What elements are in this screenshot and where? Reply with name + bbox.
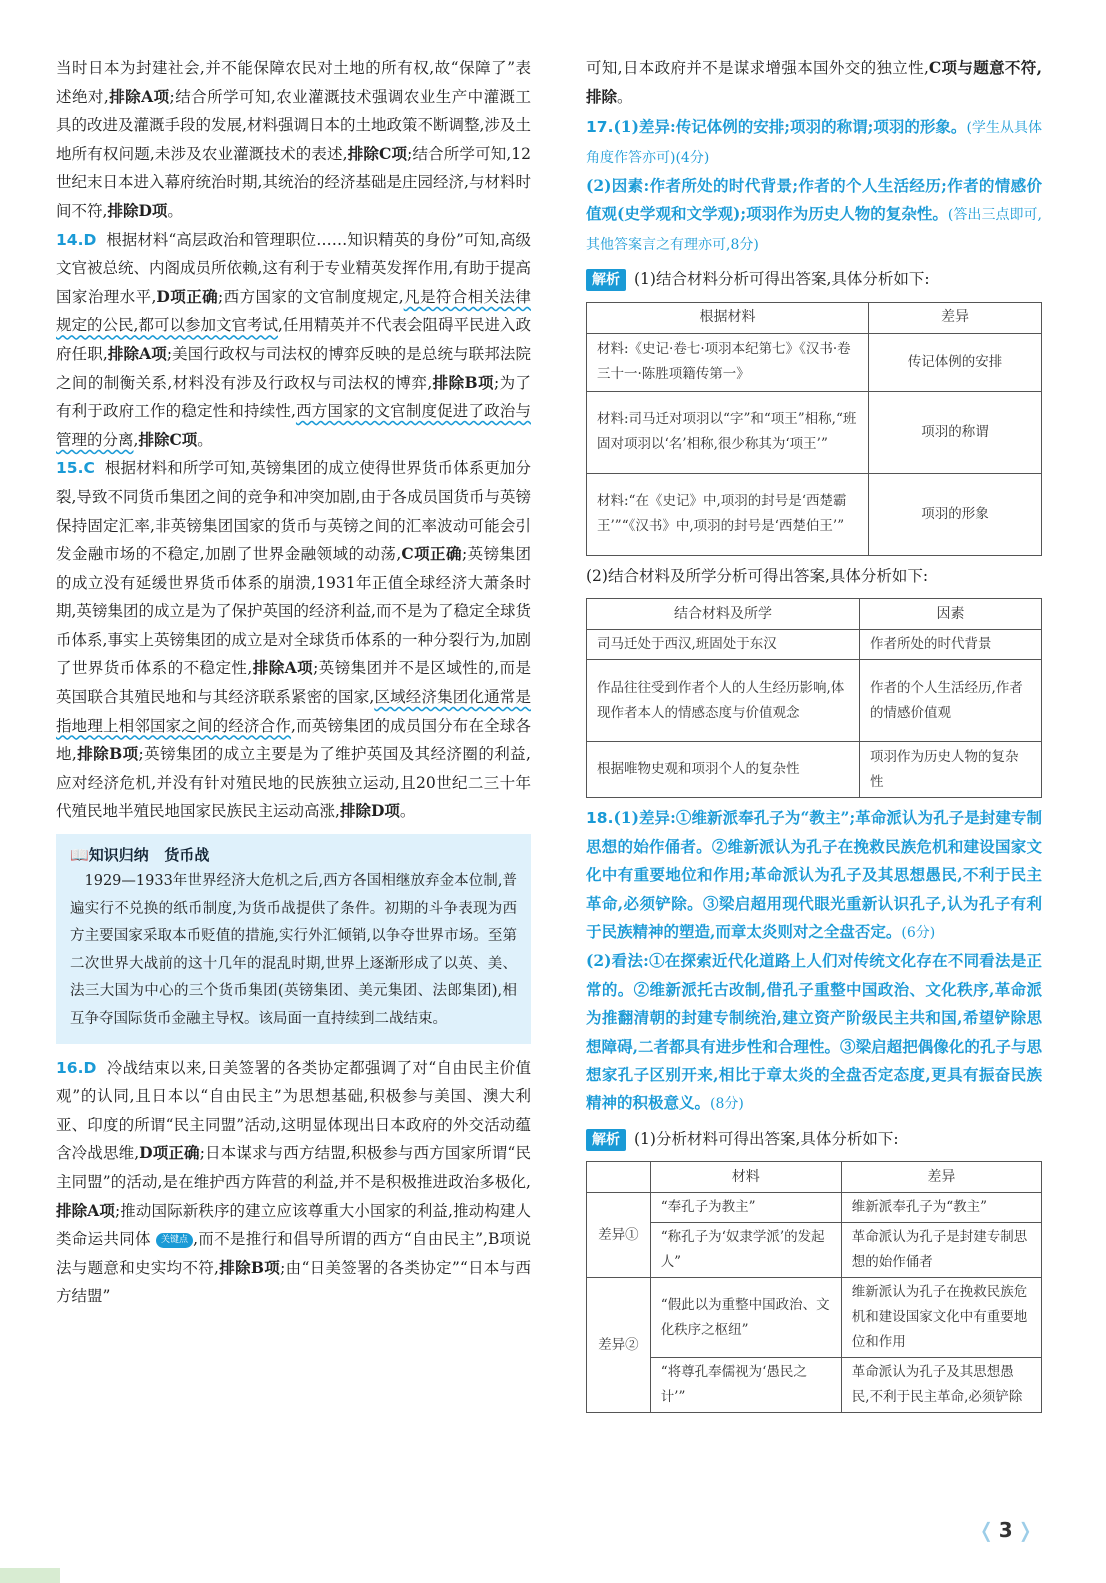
table-header: 根据材料 <box>587 302 869 333</box>
table-row: 材料:“在《史记》中,项羽的封号是‘西楚霸王’”“《汉书》中,项羽的封号是‘西楚伯王’” 项羽的形象 <box>587 473 1042 555</box>
q16-answer: 16.D 冷战结束以来,日美签署的各类协定都强调了对“自由民主价值观”的认同,且日本以“自由民主”为思想基础,积极参与美国、澳大利亚、印度的所谓“民主同盟”活动,这明显体现出日本政府的外交活动蕴含冷战思维,D项正确;日本谋求与西方结盟,积极参与西方国家所谓“民主同盟”的活动,是在维护西方阵营的利益,并不是积极推进政治多极化,排除A项;推动国际新秩序的建立应该尊重大小国家的利益,推动构建人类命运共同体 关键点 ,而不是推行和倡导所谓的西方“自由民主”,B项说法与题意和史实均不符,排除B项;由“日美签署的各类协定”“日本与西方结盟” <box>56 1058 532 1306</box>
table-row: 差异② “假此以为重整中国政治、文化秩序之枢纽” 维新派认为孔子在挽救民族危机和建设国家文化中有重要地位和作用 <box>587 1278 1042 1358</box>
corner-decoration <box>0 1568 60 1583</box>
table-row: 作品往往受到作者个人的人生经历影响,体现作者本人的情感态度与价值观念 作者的个人生活经历,作者的情感价值观 <box>587 660 1042 742</box>
left-column <box>56 54 531 1311</box>
table-row: “称孔子为‘奴隶学派’的发起人” 革命派认为孔子是封建专制思想的始作俑者 <box>587 1223 1042 1278</box>
table-row: “将尊孔奉儒视为‘愚民之计’” 革命派认为孔子及其思想愚民,不利于民主革命,必须铲除 <box>587 1358 1042 1413</box>
table-header: 因素 <box>860 599 1042 630</box>
table-header: 材料 <box>650 1162 841 1193</box>
analysis-tag: 解析 <box>586 269 626 291</box>
q16-continuation: 可知,日本政府并不是谋求增强本国外交的独立性,C项与题意不符,排除。 <box>586 58 1042 106</box>
table-header <box>587 1162 651 1193</box>
table-row: 材料:司马迁对项羽以“字”和“项王”相称,“班固对项羽以‘名’相称,很少称其为‘项王’” 项羽的称谓 <box>587 391 1042 473</box>
table-row: 材料:《史记·卷七·项羽本纪第七》《汉书·卷三十一·陈胜项籍传第一》 传记体例的安排 <box>587 333 1042 391</box>
q18-analysis-intro: 解析 (1)分析材料可得出答案,具体分析如下: <box>586 1125 1042 1154</box>
knowledge-summary-text: 1929—1933年世界经济大危机之后,西方各国相继放弃金本位制,普遍实行不兑换的纸币制度,为货币战提供了条件。初期的斗争表现为西方主要国家采取本币贬值的措施,实行外汇倾销,以争夺世界市场。至第二次世界大战前的这十几年的混乱时期,世界上逐渐形成了以英、美、法三大国为中心的三个货币集团(英镑集团、美元集团、法郎集团),相互争夺国际货币金融主导权。该局面一直持续到二战结束。 <box>70 873 517 1027</box>
analysis-tag: 解析 <box>586 1129 626 1151</box>
q18-table <box>586 1161 1042 1413</box>
q17-table-2 <box>586 598 1042 798</box>
table-header: 差异 <box>841 1162 1041 1193</box>
table-row: 根据唯物史观和项羽个人的复杂性 项羽作为历史人物的复杂性 <box>587 742 1042 798</box>
table-row: 司马迁处于西汉,班固处于东汉 作者所处的时代背景 <box>587 630 1042 660</box>
key-point-tag: 关键点 <box>156 1233 193 1248</box>
q17-table-1 <box>586 302 1042 556</box>
q14-answer: 14.D 根据材料“高层政治和管理职位……知识精英的身份”可知,高级文官被总统、内阁成员所依赖,这有利于专业精英发挥作用,有助于提高国家治理水平,D项正确;西方国家的文官制度规定,凡是符合相关法律规定的公民,都可以参加文官考试,任用精英并不代表会阻碍平民进入政府任职,排除A项;美国行政权与司法权的博弈反映的是总统与联邦法院之间的制衡关系,材料没有涉及行政权与司法权的博弈,排除B项;为了有利于政府工作的稳定性和持续性,西方国家的文官制度促进了政治与管理的分离,排除C项。 <box>56 230 532 449</box>
q17-answer: 17.(1)差异:传记体例的安排;项羽的称谓;项羽的形象。(学生从具体角度作答亦可)(4分) (2)因素:作者所处的时代背景;作者的个人生活经历;作者的情感价值观(史学观和文学观);项羽作为历史人物的复杂性。(答出三点即可,其他答案言之有理亦可,8分) <box>586 117 1042 253</box>
table-row: 差异① “奉孔子为教主” 维新派奉孔子为“教主” <box>587 1193 1042 1223</box>
page-number: ❬ 3 ❭ <box>978 1518 1034 1542</box>
q17-analysis-intro-2: (2)结合材料及所学分析可得出答案,具体分析如下: <box>586 566 929 585</box>
q17-analysis-intro: 解析 (1)结合材料分析可得出答案,具体分析如下: <box>586 265 1042 294</box>
q13-continuation: 当时日本为封建社会,并不能保障农民对土地的所有权,故“保障了”表述绝对,排除A项;结合所学可知,农业灌溉技术强调农业生产中灌溉工具的改进及灌溉手段的发展,材料强调日本的土地政策不断调整,涉及土地所有权问题,未涉及农业灌溉技术的表述,排除C项;结合所学可知,12世纪末日本进入幕府统治时期,其统治的经济基础是庄园经济,与材料时间不符,排除D项。 <box>56 59 532 220</box>
knowledge-summary-title: 📖知识归纳 货币战 <box>70 846 210 865</box>
q18-answer: 18.(1)差异:①维新派奉孔子为“教主”;革命派认为孔子是封建专制思想的始作俑者。②维新派认为孔子在挽救民族危机和建设国家文化中有重要地位和作用;革命派认为孔子及其思想愚民,不利于民主革命,必须铲除。③梁启超用现代眼光重新认识孔子,认为孔子有利于民族精神的塑造,而章太炎则对之全盘否定。(6分) (2)看法:①在探索近代化道路上人们对传统文化存在不同看法是正常的。②维新派托古改制,借孔子重整中国政治、文化秩序,革命派为推翻清朝的封建专制统治,建立资产阶级民主共和国,希望铲除思想障碍,二者都具有进步性和合理性。③梁启超把偶像化的孔子与思想家孔子区别开来,相比于章太炎的全盘否定态度,更具有振奋民族精神的积极意义。(8分) <box>586 808 1042 1113</box>
book-icon: 📖 <box>70 846 89 865</box>
q15-answer: 15.C 根据材料和所学可知,英镑集团的成立使得世界货币体系更加分裂,导致不同货币集团之间的竞争和冲突加剧,由于各成员国货币与英镑保持固定汇率,非英镑集团国家的货币与英镑之间的汇率波动可能会引发金融市场的不稳定,加剧了世界金融领域的动荡,C项正确;英镑集团的成立没有延缓世界货币体系的崩溃,1931年正值全球经济大萧条时期,英镑集团的成立是为了保护英国的经济利益,而不是为了稳定全球货币体系,事实上英镑集团的成立是对全球货币体系的一种分裂行为,加剧了世界货币体系的不稳定性,排除A项;英镑集团并不是区域性的,而是英国联合其殖民地和与其经济联系紧密的国家,区域经济集团化通常是指地理上相邻国家之间的经济合作,而英镑集团的成员国分布在全球各地,排除B项;英镑集团的成立主要是为了维护英国及其经济圈的利益,应对经济危机,并没有针对殖民地的民族独立运动,且20世纪二三十年代殖民地半殖民地国家民族民主运动高涨,排除D项。 <box>56 459 531 821</box>
table-header: 差异 <box>869 302 1042 333</box>
right-column <box>586 54 1042 1419</box>
knowledge-summary-box <box>56 834 531 1044</box>
table-header: 结合材料及所学 <box>587 599 860 630</box>
